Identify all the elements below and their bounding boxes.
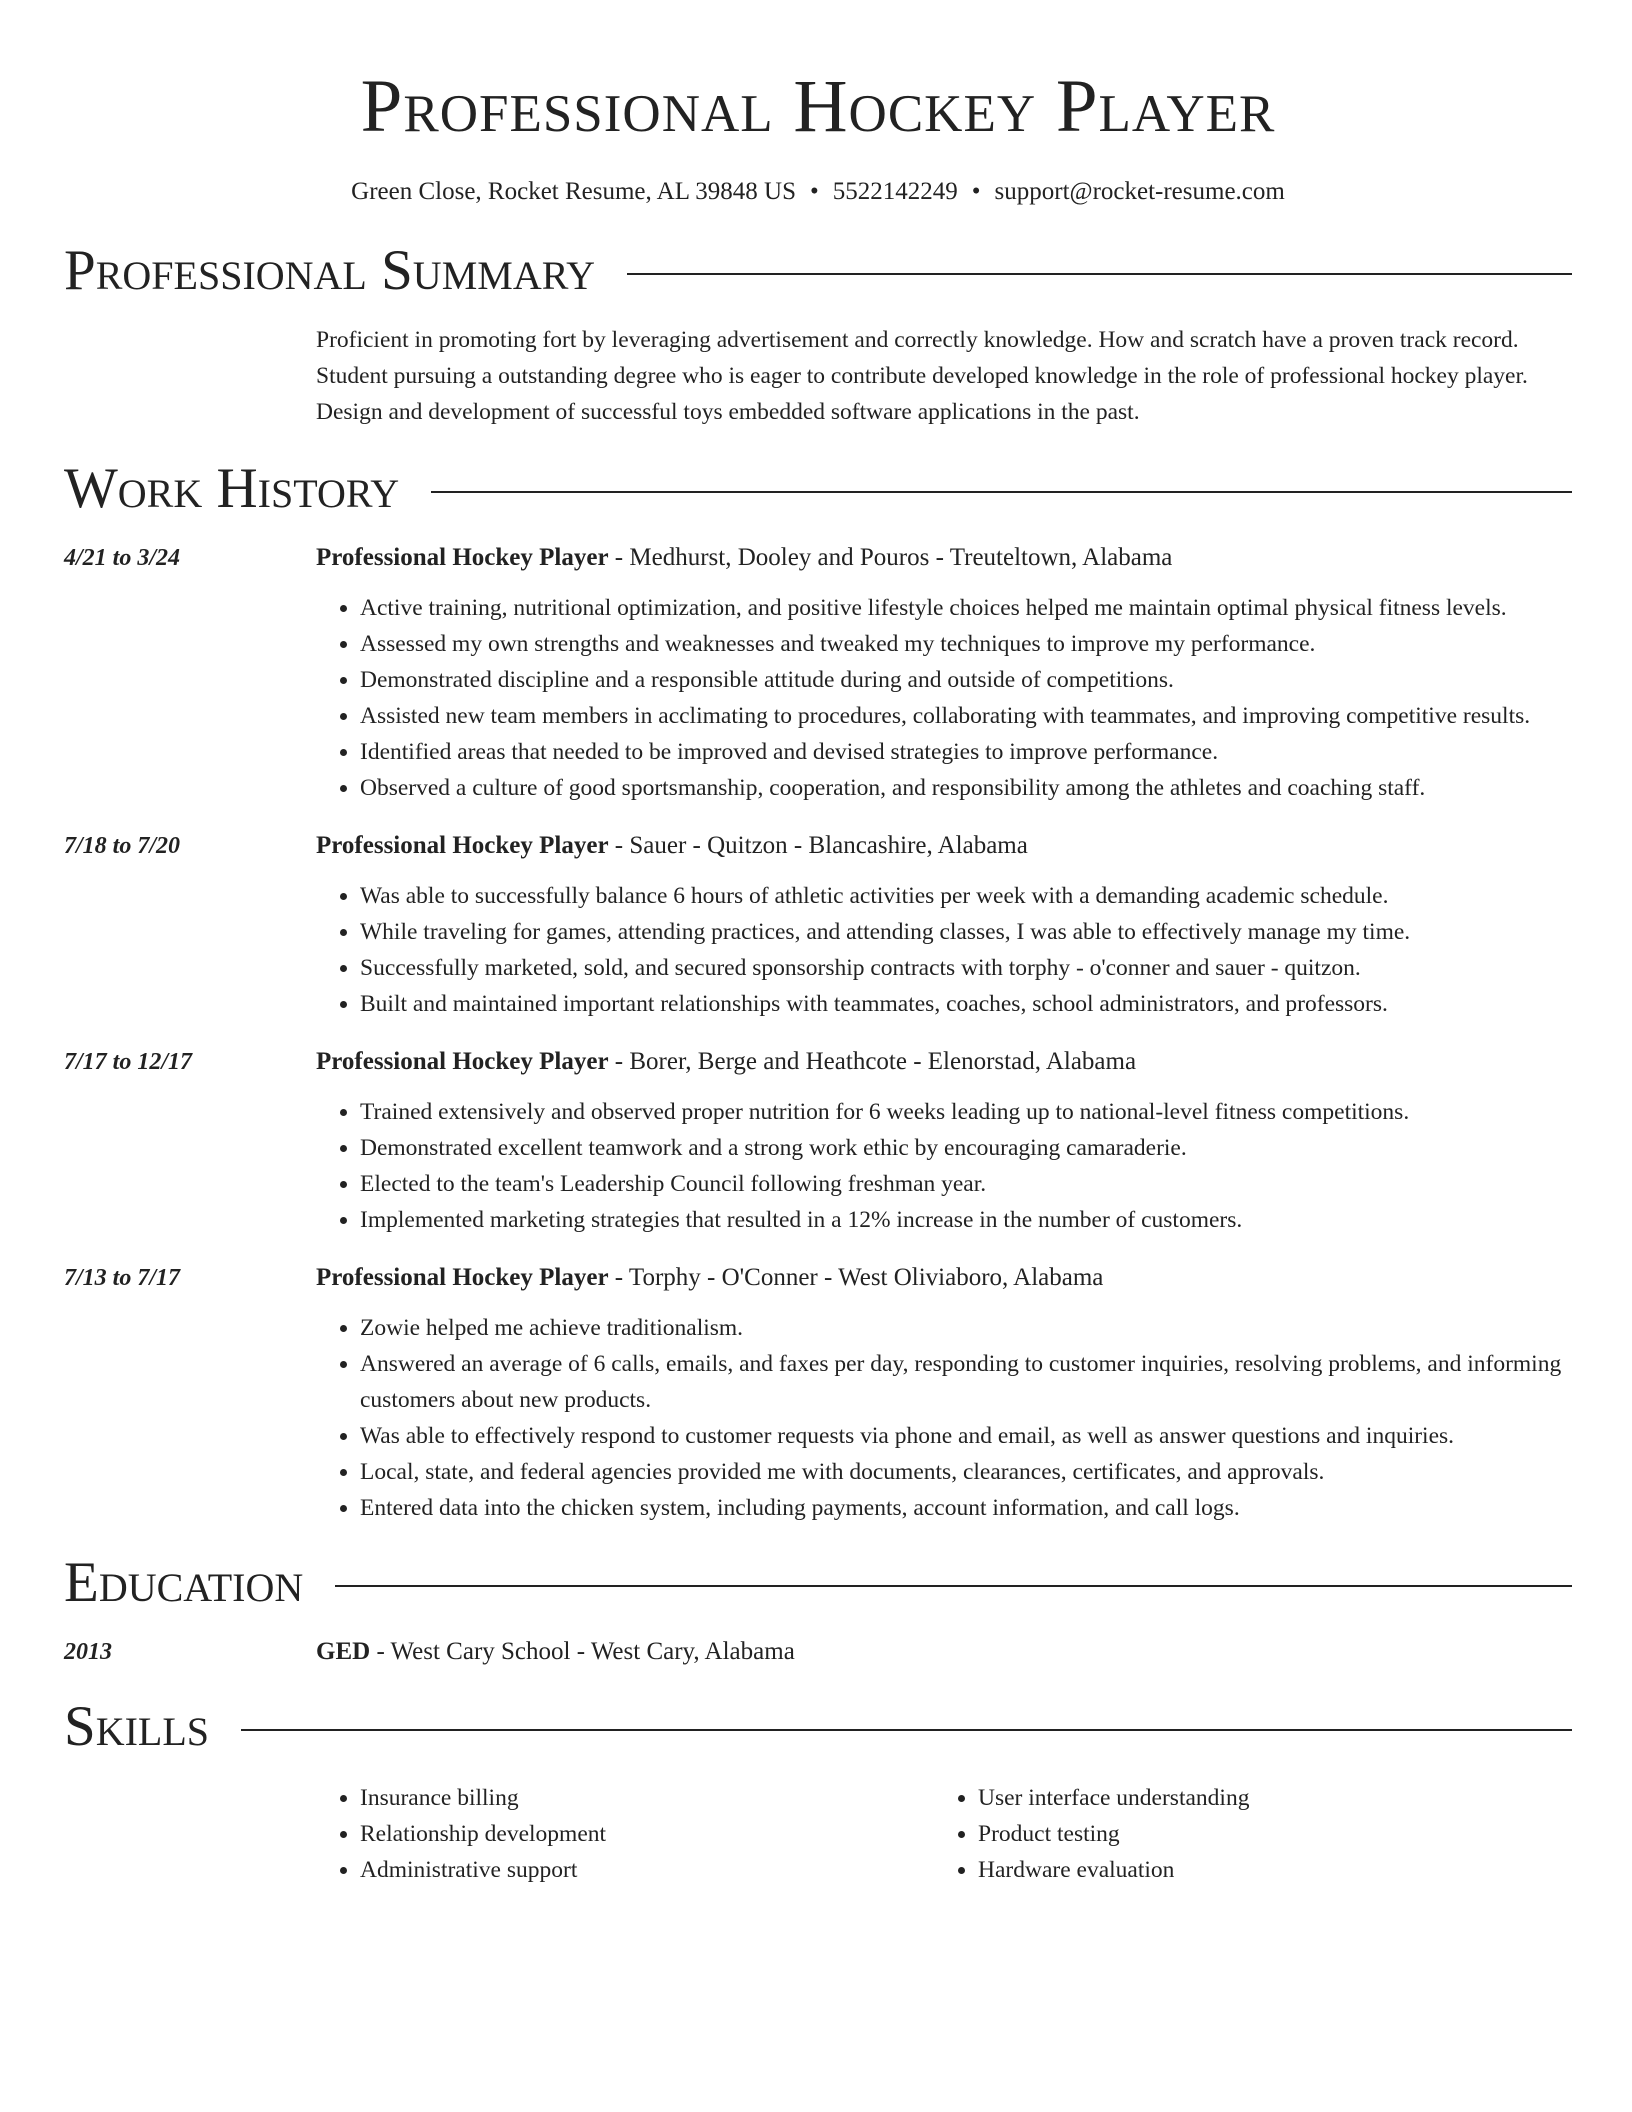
candidate-name: Professional Hockey Player	[360, 65, 1276, 148]
section-divider	[627, 273, 1572, 275]
skill-item: • User interface understanding	[978, 1780, 1552, 1816]
list-item: • Assisted new team members in acclimating to procedures, collaborating with teammates, and improving competitive results.	[360, 698, 1572, 734]
contact-separator: •	[971, 178, 981, 205]
work-entry	[64, 1044, 1572, 1238]
skill-item: • Administrative support	[360, 1852, 934, 1888]
work-title-line	[316, 828, 1572, 864]
work-title-line	[316, 1044, 1572, 1080]
list-item: • Observed a culture of good sportsmanship, cooperation, and responsibility among the athletes and coaching staff.	[360, 770, 1572, 806]
work-title-line	[316, 1260, 1572, 1296]
skills-column-left	[316, 1780, 934, 1888]
job-title: Professional Hockey Player	[316, 1048, 609, 1075]
resume-page	[64, 0, 1572, 1888]
employer-details: - Medhurst, Dooley and Pouros - Treuteltown, Alabama	[608, 544, 1173, 571]
list-item: • Identified areas that needed to be improved and devised strategies to improve performance.	[360, 734, 1572, 770]
work-bullets	[316, 878, 1572, 1022]
employer-details: - Borer, Berge and Heathcote - Elenorstad, Alabama	[608, 1048, 1137, 1075]
work-entry-body	[316, 1260, 1572, 1526]
work-dates: 7/18 to 7/20	[64, 833, 181, 859]
work-history-list	[64, 540, 1572, 1526]
list-item: • Demonstrated excellent teamwork and a strong work ethic by encouraging camaraderie.	[360, 1130, 1572, 1166]
work-dates: 7/13 to 7/17	[64, 1265, 181, 1291]
skills-section-header	[64, 1694, 1572, 1760]
list-item: • Demonstrated discipline and a responsible attitude during and outside of competitions.	[360, 662, 1572, 698]
work-dates: 4/21 to 3/24	[64, 545, 181, 571]
employer-details: - Torphy - O'Conner - West Oliviaboro, Alabama	[608, 1264, 1104, 1291]
education-degree: GED	[316, 1638, 371, 1665]
employer-details: - Sauer - Quitzon - Blancashire, Alabama	[608, 832, 1028, 859]
list-item: • While traveling for games, attending practices, and attending classes, I was able to effectively manage my time.	[360, 914, 1572, 950]
list-item: • Assessed my own strengths and weaknesses and tweaked my techniques to improve my performance.	[360, 626, 1572, 662]
work-entry-body	[316, 1044, 1572, 1238]
work-dates: 7/17 to 12/17	[64, 1049, 193, 1075]
work-section-header	[64, 456, 1572, 522]
contact-line	[64, 176, 1572, 208]
contact-email: support@rocket-resume.com	[994, 178, 1285, 205]
education-heading: Education	[64, 1551, 304, 1614]
job-title: Professional Hockey Player	[316, 1264, 609, 1291]
list-item: • Local, state, and federal agencies provided me with documents, clearances, certificates, and approvals.	[360, 1454, 1572, 1490]
list-item: • Elected to the team's Leadership Council following freshman year.	[360, 1166, 1572, 1202]
work-entry	[64, 540, 1572, 806]
skill-item: • Relationship development	[360, 1816, 934, 1852]
contact-separator: •	[810, 178, 819, 205]
list-item: • Implemented marketing strategies that resulted in a 12% increase in the number of customers.	[360, 1202, 1572, 1238]
work-entry	[64, 1260, 1572, 1526]
summary-heading: Professional Summary	[64, 239, 596, 302]
summary-section-header	[64, 238, 1572, 304]
job-title: Professional Hockey Player	[316, 544, 609, 571]
section-divider	[431, 491, 1572, 493]
education-section-header	[64, 1550, 1572, 1616]
section-divider	[241, 1729, 1572, 1731]
list-item: • Active training, nutritional optimization, and positive lifestyle choices helped me maintain optimal physical fitness levels.	[360, 590, 1572, 626]
skills-list	[316, 1780, 1572, 1888]
work-bullets	[316, 1310, 1572, 1526]
list-item: • Entered data into the chicken system, including payments, account information, and call logs.	[360, 1490, 1572, 1526]
section-divider	[335, 1585, 1572, 1587]
education-details	[316, 1634, 1572, 1670]
summary-text: Proficient in promoting fort by leveraging advertisement and correctly knowledge. How and scratch have a proven track record. Student pursuing a outstanding degree who is eager to contribute developed knowledge in the role of professional hockey player. Design and development of successful toys embedded software applications in the past.	[316, 327, 1528, 425]
work-entry-body	[316, 540, 1572, 806]
list-item: • Successfully marketed, sold, and secured sponsorship contracts with torphy - o'conner and sauer - quitzon.	[360, 950, 1572, 986]
skill-item: • Product testing	[978, 1816, 1552, 1852]
work-bullets	[316, 1094, 1572, 1238]
contact-phone: 5522142249	[832, 178, 958, 205]
education-entry	[64, 1634, 1572, 1670]
list-item: • Answered an average of 6 calls, emails, and faxes per day, responding to customer inquiries, resolving problems, and informing customers about new products.	[360, 1346, 1572, 1418]
education-school: - West Cary School - West Cary, Alabama	[370, 1638, 795, 1665]
education-year: 2013	[64, 1639, 112, 1665]
list-item: • Was able to effectively respond to customer requests via phone and email, as well as answer questions and inquiries.	[360, 1418, 1572, 1454]
work-heading: Work History	[64, 457, 400, 520]
list-item: • Was able to successfully balance 6 hours of athletic activities per week with a demanding academic schedule.	[360, 878, 1572, 914]
work-entry	[64, 828, 1572, 1022]
work-title-line	[316, 540, 1572, 576]
job-title: Professional Hockey Player	[316, 832, 609, 859]
skill-item: • Insurance billing	[360, 1780, 934, 1816]
skills-heading: Skills	[64, 1695, 210, 1758]
list-item: • Built and maintained important relationships with teammates, coaches, school administrators, and professors.	[360, 986, 1572, 1022]
skills-column-right	[934, 1780, 1552, 1888]
contact-address: Green Close, Rocket Resume, AL 39848 US	[351, 178, 797, 205]
list-item: • Zowie helped me achieve traditionalism.	[360, 1310, 1572, 1346]
work-entry-body	[316, 828, 1572, 1022]
work-bullets	[316, 590, 1572, 806]
list-item: • Trained extensively and observed proper nutrition for 6 weeks leading up to national-level fitness competitions.	[360, 1094, 1572, 1130]
skill-item: • Hardware evaluation	[978, 1852, 1552, 1888]
